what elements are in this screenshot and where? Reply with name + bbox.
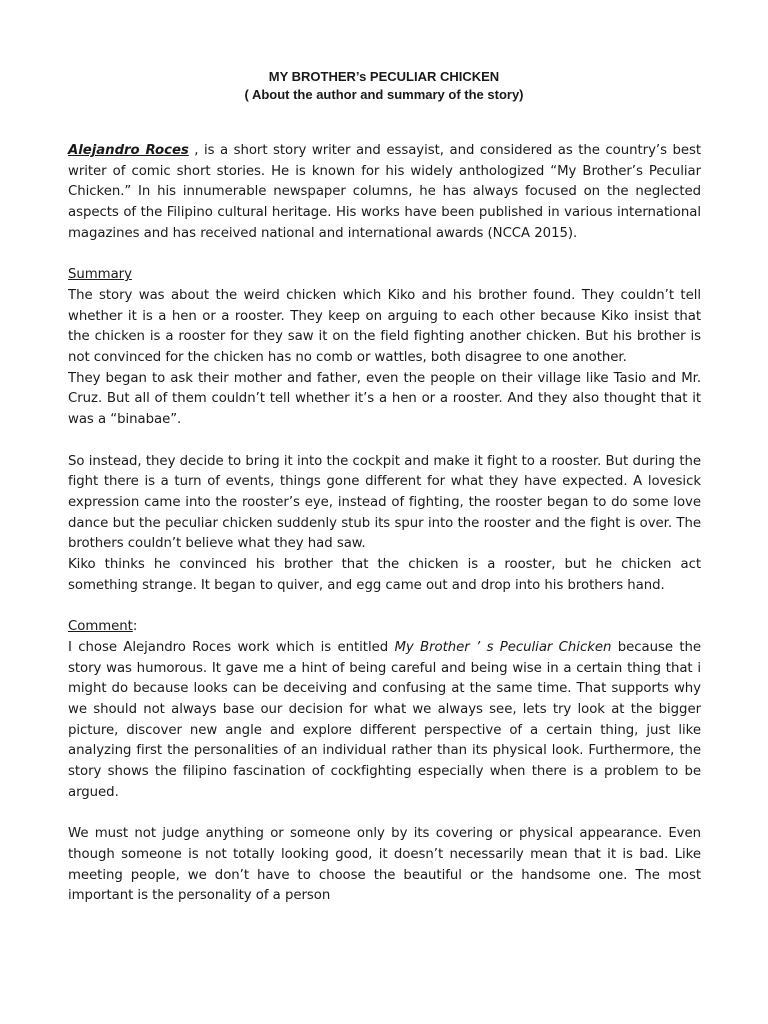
summary-heading: Summary (68, 267, 132, 283)
summary-paragraph: The story was about the weird chicken which Kiko and his brother found. They couldn’t tell whether it is a hen or a rooster. They keep on arguing to each other because Kiko insist that the chicken is a rooster for they saw it on the field fighting another chicken. But his brother is not convinced for the chicken has no comb or wattles, both disagree to one another. (68, 287, 701, 366)
author-name: Alejandro Roces (68, 143, 189, 158)
document-title: MY BROTHER’s PECULIAR CHICKEN (268, 69, 500, 84)
comment-paragraph: We must not judge anything or someone only by its covering or physical appearance. Even though someone is not totally looking good, it doesn’t necessarily mean that it is bad. Like meeting people, we don’t have to choose the beautiful or the handsome one. The most important is the personality of a person (68, 826, 701, 904)
intro-paragraph (68, 141, 701, 245)
story-title-italic: My Brother ’ s Peculiar Chicken (394, 639, 612, 655)
comment-heading: Comment: (68, 619, 138, 635)
title-block (0, 68, 768, 104)
document-subtitle: ( About the author and summary of the story) (244, 87, 524, 102)
intro-text: , is a short story writer and essayist, and considered as the country’s best writer of comic short stories. He is known for his widely anthologized “My Brother’s Peculiar Chicken.” In his innumerable newspaper columns, he has always focused on the neglected aspects of the Filipino cultural heritage. His works have been published in various international magazines and has received national and international awards (NCCA 2015). (68, 143, 702, 241)
summary-paragraph: They began to ask their mother and father, even the people on their village like Tasio and Mr. Cruz. But all of them couldn’t tell whether it’s a hen or a rooster. And they also thought that it was a “binabae”. (68, 370, 701, 428)
comment-paragraph: I chose Alejandro Roces work which is entitled My Brother ’ s Peculiar Chicken because the story was humorous. It gave me a hint of being careful and being wise in a certain thing that i might do because looks can be deceiving and confusing at the same time. That supports why we should not always base our decision for what we always see, lets try look at the bigger picture, discover new angle and explore different perspective of a certain thing, just like analyzing first the personalities of an individual rather than its physical look. Furthermore, the story shows the filipino fascination of cockfighting especially when there is a problem to be argued. (68, 639, 701, 800)
summary-paragraph: So instead, they decide to bring it into the cockpit and make it fight to a rooster. But during the fight there is a turn of events, things gone different for what they have expected. A lovesick expression came into the rooster’s eye, instead of fighting, the rooster began to do some love dance but the peculiar chicken suddenly stub its spur into the rooster and the fight is over. The brothers couldn’t believe what they had saw. (68, 453, 701, 552)
document-body (68, 141, 701, 907)
summary-paragraph: Kiko thinks he convinced his brother that the chicken is a rooster, but he chicken act something strange. It began to quiver, and egg came out and drop into his brothers hand. (68, 557, 701, 593)
